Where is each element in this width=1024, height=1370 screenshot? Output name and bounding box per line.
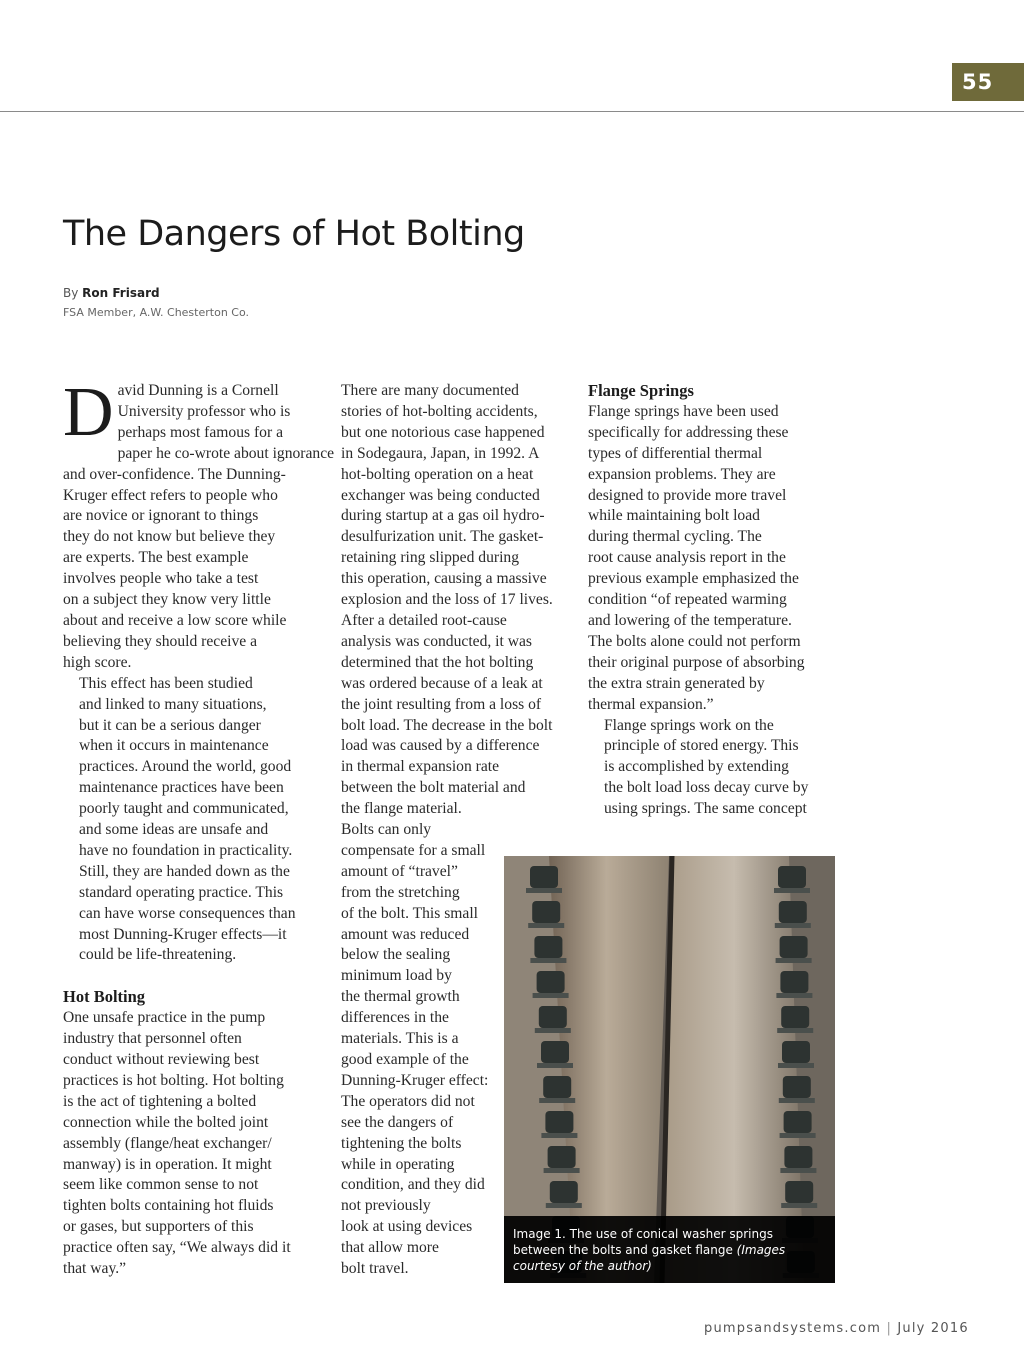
- byline-by: By: [63, 286, 79, 300]
- text-line: avid Dunning is a Cornell: [117, 382, 279, 399]
- washer-spring: [528, 923, 564, 928]
- bolt-nut-left: [537, 971, 565, 993]
- text-line: the extra strain generated by: [588, 674, 765, 692]
- text-line: is accomplished by extending: [604, 758, 789, 776]
- text-line: that allow more: [341, 1239, 439, 1257]
- text-line: practices is hot bolting. Hot bolting: [63, 1071, 284, 1089]
- text-line: desulfurization unit. The gasket-: [341, 528, 544, 546]
- text-line: they do not know but believe they: [63, 528, 276, 546]
- text-line: compensate for a small: [341, 841, 486, 859]
- text-line: amount of “travel”: [341, 862, 458, 880]
- text-line: stories of hot-bolting accidents,: [341, 402, 538, 420]
- washer-spring: [774, 888, 810, 893]
- text-line: industry that personnel often: [63, 1030, 242, 1048]
- text-line: that way.”: [63, 1260, 127, 1278]
- text-line: good example of the: [341, 1051, 469, 1068]
- washer-spring: [544, 1168, 580, 1173]
- text-line: standard operating practice. This: [79, 883, 284, 901]
- text-line: assembly (flange/heat exchanger/: [63, 1134, 272, 1152]
- bolt-nut-right: [785, 1181, 813, 1203]
- footer-site: pumpsandsystems.com: [704, 1321, 882, 1336]
- author-affiliation: FSA Member, A.W. Chesterton Co.: [63, 306, 249, 319]
- washer-spring: [776, 958, 812, 963]
- text-line: was ordered because of a leak at: [341, 674, 543, 692]
- caption-credit: (Images courtesy of the author): [513, 1243, 786, 1273]
- text-line: look at using devices: [341, 1218, 473, 1236]
- text-line: conduct without reviewing best: [63, 1050, 260, 1068]
- text-line: the bolt load loss decay curve by: [604, 779, 809, 797]
- washer-spring: [779, 1098, 815, 1103]
- column-1: [63, 374, 335, 1280]
- text-line: but it can be a serious danger: [79, 716, 261, 734]
- text-line: below the sealing: [341, 946, 451, 964]
- text-line: differences in the: [341, 1009, 449, 1027]
- text-line: and linked to many situations,: [79, 695, 267, 713]
- text-line: could be life-threatening.: [79, 946, 237, 964]
- text-line: are experts. The best example: [63, 549, 249, 567]
- text-line: the flange material.: [341, 800, 462, 818]
- text-line: exchanger was being conducted: [341, 486, 540, 504]
- text-line: Flange springs work on the: [604, 716, 774, 734]
- text-line: the thermal growth: [341, 988, 460, 1006]
- text-line: There are many documented: [341, 382, 519, 399]
- text-line: practices. Around the world, good: [79, 758, 292, 776]
- bolt-nut-right: [784, 1111, 812, 1133]
- text-line: tighten bolts containing hot fluids: [63, 1197, 274, 1215]
- text-line: One unsafe practice in the pump: [63, 1009, 266, 1027]
- paragraph: [325, 381, 561, 611]
- text-line: about and receive a low score while: [63, 611, 287, 629]
- washer-spring: [537, 1063, 573, 1068]
- text-line: bolt load. The decrease in the bolt: [341, 716, 553, 734]
- text-line: specifically for addressing these: [588, 423, 789, 441]
- text-line: materials. This is a: [341, 1030, 459, 1048]
- text-line: poorly taught and communicated,: [79, 800, 289, 818]
- bolt-nut-right: [781, 1006, 809, 1028]
- text-line: from the stretching: [341, 883, 460, 901]
- washer-spring: [775, 923, 811, 928]
- text-line: minimum load by: [341, 967, 452, 985]
- text-line: believing they should receive a: [63, 632, 257, 650]
- text-line: This effect has been studied: [79, 674, 253, 692]
- text-line: tightening the bolts: [341, 1134, 462, 1152]
- text-line: root cause analysis report in the: [588, 549, 786, 567]
- washer-spring: [778, 1063, 814, 1068]
- bolt-nut-left: [550, 1181, 578, 1203]
- text-line: determined that the hot bolting: [341, 653, 534, 671]
- text-line: not previously: [341, 1197, 431, 1215]
- text-line: and over-confidence. The Dunning-: [63, 465, 286, 483]
- text-line: amount was reduced: [341, 925, 470, 943]
- text-line: high score.: [63, 653, 132, 671]
- text-line: bolt travel.: [341, 1260, 409, 1278]
- text-line: the joint resulting from a loss of: [341, 695, 542, 713]
- washer-spring: [780, 1168, 816, 1173]
- article-title: The Dangers of Hot Bolting: [63, 214, 525, 254]
- bolt-nut-right: [783, 1076, 811, 1098]
- text-line: thermal expansion.”: [588, 695, 714, 713]
- bolt-nut-left: [541, 1041, 569, 1063]
- text-line: analysis was conducted, it was: [341, 632, 532, 650]
- text-line: most Dunning-Kruger effects—it: [79, 925, 287, 943]
- text-line: manway) is in operation. It might: [63, 1155, 272, 1173]
- bolt-nut-left: [548, 1146, 576, 1168]
- text-line: this operation, causing a massive: [341, 570, 547, 588]
- text-line: have no foundation in practicality.: [79, 841, 293, 859]
- text-line: Flange springs have been used: [588, 402, 779, 420]
- washer-spring: [780, 1133, 816, 1138]
- text-line: or gases, but supporters of this: [63, 1218, 254, 1236]
- text-line: on a subject they know very little: [63, 591, 271, 609]
- bolt-nut-left: [532, 901, 560, 923]
- text-line: practice often say, “We always did it: [63, 1239, 291, 1257]
- washer-spring: [781, 1203, 817, 1208]
- bolt-nut-left: [530, 866, 558, 888]
- text-line: Still, they are handed down as the: [79, 862, 290, 880]
- text-line: of the bolt. This small: [341, 904, 479, 922]
- text-line: is the act of tightening a bolted: [63, 1092, 257, 1110]
- text-line: perhaps most famous for a: [117, 423, 283, 441]
- figure-caption: [504, 1216, 835, 1283]
- text-line: The operators did not: [341, 1092, 475, 1110]
- washer-spring: [777, 1028, 813, 1033]
- washer-spring: [776, 993, 812, 998]
- bolt-nut-left: [534, 936, 562, 958]
- text-line: when it occurs in maintenance: [79, 737, 269, 755]
- text-line: Bolts can only: [341, 821, 432, 839]
- text-line: types of differential thermal: [588, 444, 763, 462]
- text-line: hot-bolting operation on a heat: [341, 465, 534, 483]
- text-line: involves people who take a test: [63, 570, 259, 588]
- text-line: load was caused by a difference: [341, 737, 540, 755]
- text-line: condition “of repeated warming: [588, 591, 787, 609]
- text-line: are novice or ignorant to things: [63, 507, 259, 525]
- text-line: in thermal expansion rate: [341, 758, 500, 776]
- text-line: using springs. The same concept: [604, 800, 807, 818]
- text-line: previous example emphasized the: [588, 570, 799, 588]
- bolt-nut-right: [782, 1041, 810, 1063]
- washer-spring: [546, 1203, 582, 1208]
- page-footer: [704, 1321, 969, 1336]
- text-line: during thermal cycling. The: [588, 528, 762, 546]
- washer-spring: [533, 993, 569, 998]
- text-line: designed to provide more travel: [588, 486, 787, 504]
- header-rule: [0, 111, 1024, 112]
- drop-cap: D: [63, 374, 114, 451]
- text-line: The bolts alone could not perform: [588, 632, 801, 650]
- bolt-nut-left: [539, 1006, 567, 1028]
- paragraph: [325, 611, 561, 820]
- bolt-nut-right: [784, 1146, 812, 1168]
- column-3: [588, 381, 838, 820]
- text-line: After a detailed root-cause: [341, 611, 507, 629]
- paragraph: [63, 1008, 313, 1280]
- washer-spring: [535, 1028, 571, 1033]
- text-line: University professor who is: [117, 402, 291, 420]
- text-line: seem like common sense to not: [63, 1176, 259, 1194]
- text-line: retaining ring slipped during: [341, 549, 519, 567]
- text-line: explosion and the loss of 17 lives.: [341, 591, 553, 609]
- text-line: maintenance practices have been: [79, 779, 284, 797]
- paragraph: [63, 674, 313, 967]
- text-line: during startup at a gas oil hydro-: [341, 507, 545, 525]
- section-heading-hot-bolting: Hot Bolting: [63, 987, 146, 1007]
- caption-text: Image 1. The use of conical washer springs between the bolts and gasket flange: [513, 1227, 773, 1257]
- paragraph: [588, 716, 838, 821]
- bolt-nut-right: [778, 866, 806, 888]
- text-line: and some ideas are unsafe and: [79, 821, 269, 839]
- bolt-nut-right: [779, 901, 807, 923]
- text-line: principle of stored energy. This: [604, 737, 799, 755]
- text-line: Dunning-Kruger effect:: [341, 1071, 489, 1089]
- text-line: connection while the bolted joint: [63, 1113, 269, 1131]
- section-heading-flange-springs: Flange Springs: [588, 381, 694, 400]
- washer-spring: [526, 888, 562, 893]
- text-line: see the dangers of: [341, 1113, 454, 1131]
- text-line: while maintaining bolt load: [588, 507, 760, 525]
- text-line: in Sodegaura, Japan, in 1992. A: [341, 444, 540, 462]
- text-line: and lowering of the temperature.: [588, 611, 792, 629]
- footer-issue: July 2016: [897, 1321, 969, 1336]
- text-line: paper he co-wrote about ignorance: [117, 444, 335, 462]
- text-line: while in operating: [341, 1155, 455, 1173]
- text-line: Kruger effect refers to people who: [63, 486, 278, 504]
- text-line: condition, and they did: [341, 1176, 485, 1194]
- bolt-nut-right: [780, 936, 808, 958]
- text-line: expansion problems. They are: [588, 465, 776, 483]
- paragraph: [588, 402, 838, 716]
- text-line: can have worse consequences than: [79, 904, 296, 922]
- washer-spring: [539, 1098, 575, 1103]
- bolt-nut-right: [780, 971, 808, 993]
- text-line: their original purpose of absorbing: [588, 653, 805, 671]
- text-line: but one notorious case happened: [341, 423, 545, 441]
- washer-spring: [530, 958, 566, 963]
- washer-spring: [541, 1133, 577, 1138]
- bolt-nut-left: [543, 1076, 571, 1098]
- text-line: between the bolt material and: [341, 779, 526, 797]
- bolt-nut-left: [545, 1111, 573, 1133]
- author-name: Ron Frisard: [82, 286, 160, 300]
- page-number: 55: [952, 63, 1024, 101]
- byline: [63, 286, 160, 300]
- footer-separator: |: [886, 1321, 893, 1336]
